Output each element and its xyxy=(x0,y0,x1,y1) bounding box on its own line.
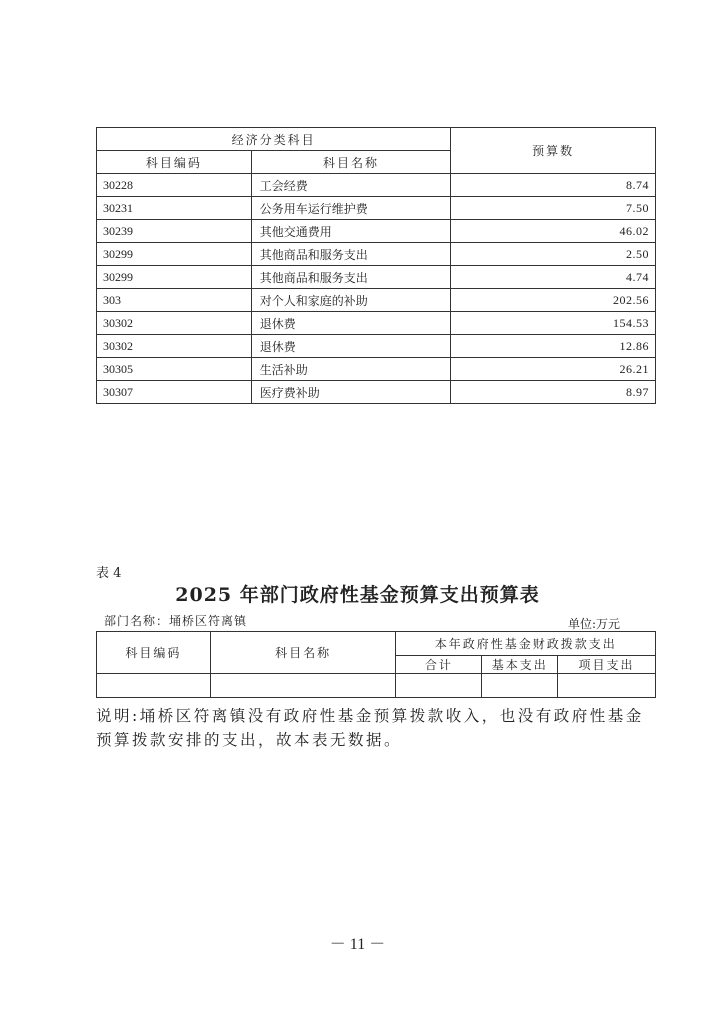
cell-amount: 26.21 xyxy=(451,358,656,381)
header-project: 项目支出 xyxy=(558,656,656,674)
cell-name: 医疗费补助 xyxy=(251,381,451,404)
cell-code: 30299 xyxy=(97,243,252,266)
explanation-note: 说明:埇桥区符离镇没有政府性基金预算拨款收入，也没有政府性基金预算拨款安排的支出，故本表无数据。 xyxy=(96,707,644,749)
cell-name: 退休费 xyxy=(251,312,451,335)
table-row xyxy=(97,335,656,358)
empty-row xyxy=(97,674,656,698)
department-name: 部门名称：埇桥区符离镇 xyxy=(104,614,248,628)
cell-amount: 202.56 xyxy=(451,289,656,312)
table-label: 表 4 xyxy=(96,566,122,581)
cell-code: 30305 xyxy=(97,358,252,381)
table-row xyxy=(97,266,656,289)
cell-code: 30307 xyxy=(97,381,252,404)
table-row xyxy=(97,243,656,266)
header-code: 科目编码 xyxy=(97,151,252,174)
cell-amount: 8.97 xyxy=(451,381,656,404)
empty-cell xyxy=(97,674,211,698)
header-total: 合计 xyxy=(396,656,482,674)
cell-code: 30302 xyxy=(97,312,252,335)
cell-amount: 8.74 xyxy=(451,174,656,197)
header-fund-expenditure: 本年政府性基金财政拨款支出 xyxy=(396,632,656,656)
cell-name: 其他交通费用 xyxy=(251,220,451,243)
unit-label: 单位:万元 xyxy=(568,617,621,631)
cell-name: 退休费 xyxy=(251,335,451,358)
page-title: 2025 年部门政府性基金预算支出预算表 xyxy=(175,584,540,606)
table-row xyxy=(97,174,656,197)
table-row xyxy=(97,197,656,220)
cell-name: 生活补助 xyxy=(251,358,451,381)
cell-name: 其他商品和服务支出 xyxy=(251,243,451,266)
header-name: 科目名称 xyxy=(210,632,396,674)
cell-code: 303 xyxy=(97,289,252,312)
empty-cell xyxy=(210,674,396,698)
cell-code: 30228 xyxy=(97,174,252,197)
empty-cell xyxy=(558,674,656,698)
table-row xyxy=(97,358,656,381)
table-row xyxy=(97,220,656,243)
cell-code: 30231 xyxy=(97,197,252,220)
cell-name: 其他商品和服务支出 xyxy=(251,266,451,289)
gov-fund-budget-table xyxy=(96,631,656,698)
header-budget-amount: 预算数 xyxy=(451,128,656,174)
cell-amount: 2.50 xyxy=(451,243,656,266)
cell-amount: 46.02 xyxy=(451,220,656,243)
header-basic: 基本支出 xyxy=(482,656,558,674)
cell-amount: 12.86 xyxy=(451,335,656,358)
cell-code: 30299 xyxy=(97,266,252,289)
header-econ-category: 经济分类科目 xyxy=(97,128,451,151)
table-row xyxy=(97,289,656,312)
cell-amount: 7.50 xyxy=(451,197,656,220)
cell-code: 30239 xyxy=(97,220,252,243)
budget-table-continued xyxy=(96,127,656,404)
cell-amount: 4.74 xyxy=(451,266,656,289)
table-row xyxy=(97,381,656,404)
empty-cell xyxy=(482,674,558,698)
cell-amount: 154.53 xyxy=(451,312,656,335)
table-row xyxy=(97,312,656,335)
cell-name: 工会经费 xyxy=(251,174,451,197)
cell-name: 对个人和家庭的补助 xyxy=(251,289,451,312)
cell-name: 公务用车运行维护费 xyxy=(251,197,451,220)
page-number: － 11 － xyxy=(329,936,386,953)
header-name: 科目名称 xyxy=(251,151,451,174)
cell-code: 30302 xyxy=(97,335,252,358)
empty-cell xyxy=(396,674,482,698)
header-code: 科目编码 xyxy=(97,632,211,674)
